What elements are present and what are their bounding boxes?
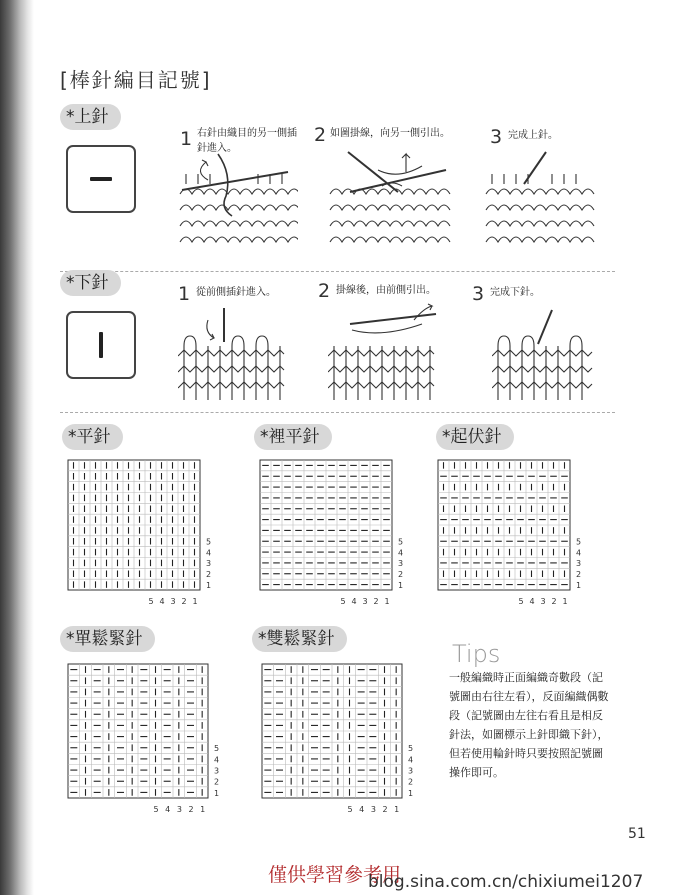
- asterisk-icon: *: [258, 629, 267, 649]
- knit-step-2-text: 如圖掛線，向另一側引出。: [330, 128, 450, 139]
- column-number: 1: [192, 597, 198, 606]
- purl-step-3-text: 完成下針。: [490, 287, 540, 298]
- chart-title-stockinette: *平針: [62, 424, 123, 450]
- asterisk-icon: *: [68, 427, 77, 447]
- row-number: 3: [206, 559, 212, 569]
- knit-symbol-box: [66, 145, 136, 213]
- row-number: 2: [398, 570, 404, 579]
- asterisk-icon: *: [442, 427, 451, 447]
- column-number: 1: [200, 805, 206, 814]
- page-number: 51: [628, 826, 646, 842]
- row-number: 4: [398, 548, 404, 558]
- column-number: 4: [159, 597, 165, 606]
- book-spine-shadow: [0, 0, 34, 895]
- purl-step-2-text: 掛線後，由前側引出。: [336, 285, 436, 296]
- row-number: 1: [398, 580, 404, 590]
- dash-symbol-icon: [90, 177, 112, 181]
- knit-section-title: *上針: [60, 104, 121, 130]
- column-number: 4: [529, 597, 535, 606]
- column-number: 2: [382, 805, 388, 814]
- row-number: 5: [206, 537, 212, 547]
- knit-step-1-illustration: [178, 150, 298, 252]
- chart-title-rib1: *單鬆緊針: [60, 626, 155, 652]
- chart-stockinette: [64, 458, 224, 612]
- row-number: 4: [206, 548, 212, 558]
- column-number: 3: [370, 805, 376, 814]
- column-number: 2: [181, 597, 187, 606]
- row-number: 2: [576, 570, 582, 579]
- tips-heading: Tips: [452, 640, 501, 668]
- row-number: 5: [408, 744, 414, 754]
- row-number: 3: [214, 766, 220, 776]
- row-number: 4: [408, 755, 414, 765]
- purl-step-3-illustration: [492, 306, 598, 402]
- row-number: 5: [398, 537, 404, 547]
- column-number: 4: [351, 597, 357, 606]
- tips-body: 一般編織時正面編織奇數段（記號圖由右往左看），反面編織偶數段（記號圖由左往右看且是相反針法，如圖標示上針即織下針），但若使用輪針時只要按照記號圖操作即可。: [449, 671, 609, 779]
- knit-step-1-text: 右針由織目的另一側插針進入。: [197, 128, 297, 154]
- asterisk-icon: *: [66, 273, 75, 293]
- row-number: 3: [576, 559, 582, 569]
- knit-step-3-text: 完成上針。: [508, 130, 558, 141]
- row-number: 2: [206, 570, 212, 579]
- purl-step-1-text: 從前側插針進入。: [196, 287, 276, 298]
- column-number: 5: [340, 597, 346, 606]
- row-number: 5: [576, 537, 582, 547]
- column-number: 5: [518, 597, 524, 606]
- column-number: 1: [562, 597, 568, 606]
- column-number: 1: [394, 805, 400, 814]
- purl-step-1-number: 1: [178, 283, 191, 305]
- section-divider: [60, 412, 615, 413]
- chart-title-rib2: *雙鬆緊針: [252, 626, 347, 652]
- knit-step-2-illustration: [328, 146, 456, 252]
- asterisk-icon: *: [260, 427, 269, 447]
- knit-step-2-number: 2: [314, 124, 327, 146]
- footer-note: 僅供學習參考用: [268, 864, 402, 886]
- row-number: 5: [214, 744, 220, 754]
- purl-step-2-number: 2: [318, 280, 331, 302]
- column-number: 2: [373, 597, 379, 606]
- section-divider: [60, 271, 615, 272]
- row-number: 3: [408, 766, 414, 776]
- purl-step-2-illustration: [328, 302, 444, 402]
- chart-title-reverse: *裡平針: [254, 424, 332, 450]
- row-number: 4: [576, 548, 582, 558]
- column-number: 3: [176, 805, 182, 814]
- purl-section-title: *下針: [60, 270, 121, 296]
- column-number: 2: [551, 597, 557, 606]
- purl-step-3-number: 3: [472, 283, 485, 305]
- row-number: 1: [206, 580, 212, 590]
- watermark-url: blog.sina.com.cn/chixiumei1207: [368, 872, 644, 892]
- row-number: 2: [214, 777, 220, 787]
- row-number: 4: [214, 755, 220, 765]
- asterisk-icon: *: [66, 107, 75, 127]
- knit-step-1-number: 1: [180, 128, 193, 150]
- row-number: 1: [408, 788, 414, 798]
- row-number: 1: [214, 788, 220, 798]
- chart-title-garter: *起伏針: [436, 424, 514, 450]
- asterisk-icon: *: [66, 629, 75, 649]
- column-number: 5: [347, 805, 353, 814]
- page-title: [棒針編目記號]: [60, 68, 212, 92]
- column-number: 2: [188, 805, 194, 814]
- vertical-bar-symbol-icon: [99, 332, 103, 358]
- column-number: 4: [359, 805, 365, 814]
- knit-step-3-illustration: [484, 150, 598, 252]
- column-number: 3: [170, 597, 176, 606]
- column-number: 3: [540, 597, 546, 606]
- column-number: 4: [165, 805, 171, 814]
- chart-rib2: [258, 662, 426, 820]
- knit-step-3-number: 3: [490, 126, 503, 148]
- column-number: 5: [148, 597, 154, 606]
- row-number: 1: [576, 580, 582, 590]
- purl-symbol-box: [66, 311, 136, 379]
- row-number: 3: [398, 559, 404, 569]
- chart-garter: [434, 458, 594, 612]
- column-number: 5: [153, 805, 159, 814]
- purl-step-1-illustration: [178, 306, 290, 402]
- chart-reverse: [256, 458, 416, 612]
- column-number: 3: [362, 597, 368, 606]
- column-number: 1: [384, 597, 390, 606]
- chart-rib1: [64, 662, 232, 820]
- row-number: 2: [408, 777, 414, 787]
